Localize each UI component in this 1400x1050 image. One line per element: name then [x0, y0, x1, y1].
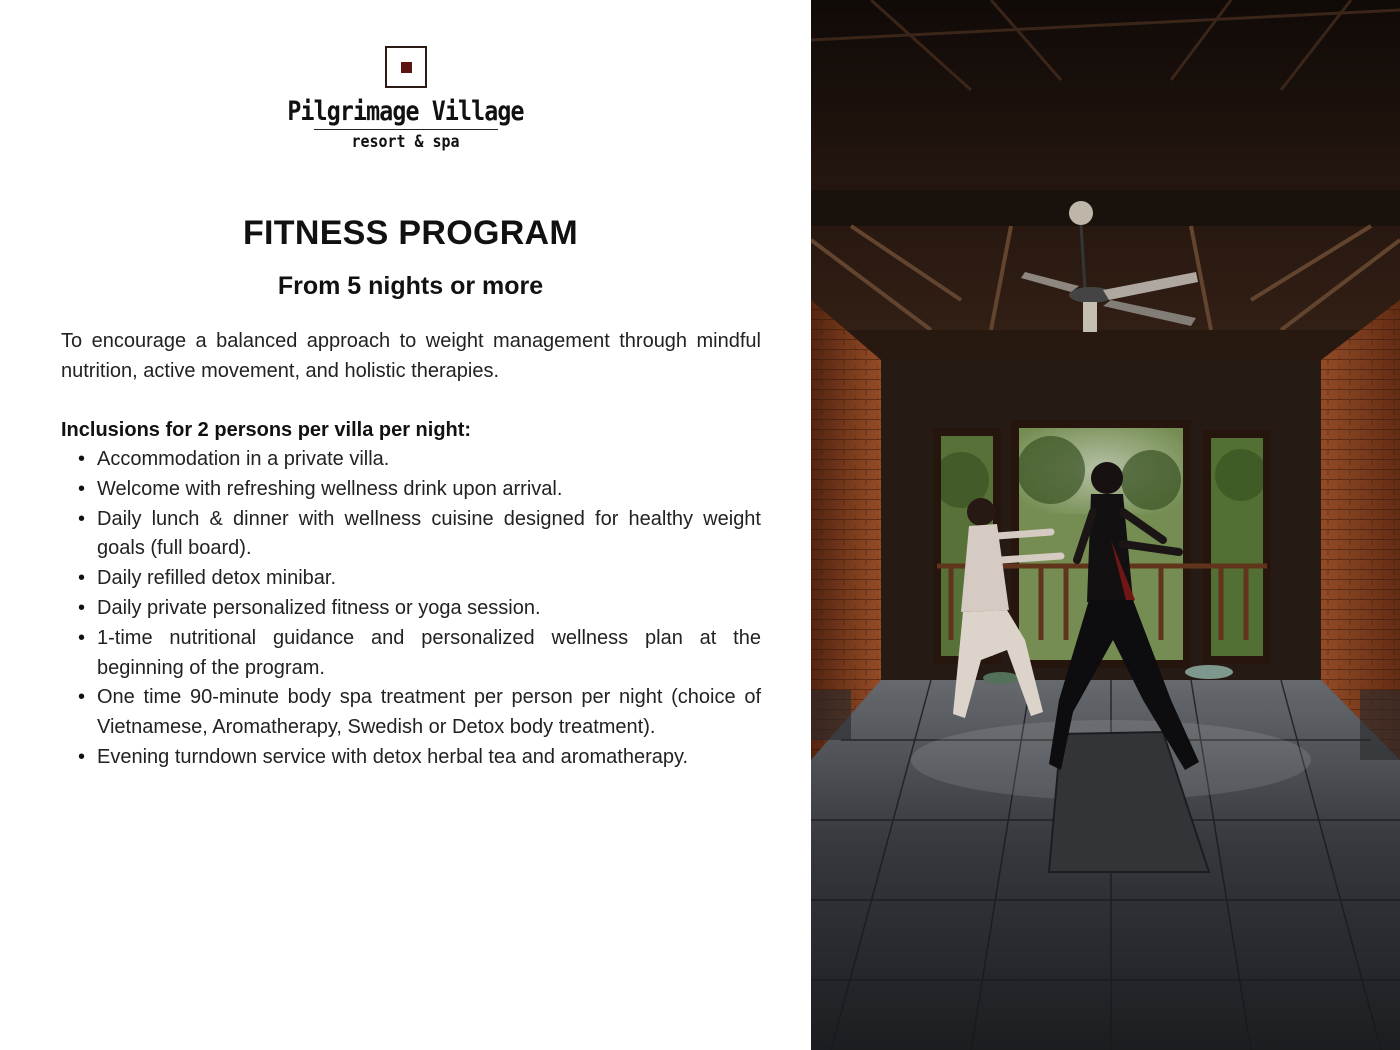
logo-square-icon: [385, 46, 427, 88]
brand-subtitle: resort & spa: [351, 132, 460, 152]
list-item: • Evening turndown service with detox herbal tea and aromatherapy.: [97, 743, 761, 773]
inclusions-heading: Inclusions for 2 persons per villa per night:: [61, 419, 472, 441]
list-item: • Daily refilled detox minibar.: [97, 564, 761, 594]
list-item: • Accommodation in a private villa.: [97, 445, 761, 475]
list-item: • 1-time nutritional guidance and personalized wellness plan at the beginning of the program.: [97, 624, 761, 684]
page-subtitle: From 5 nights or more: [277, 272, 544, 300]
intro-paragraph: To encourage a balanced approach to weight management through mindful nutrition, active movement, and holistic therapies.: [61, 330, 761, 382]
yoga-studio-photo: [811, 0, 1400, 1050]
list-item: • Daily lunch & dinner with wellness cuisine designed for healthy weight goals (full board).: [97, 505, 761, 565]
page-title: FITNESS PROGRAM: [242, 214, 579, 252]
brand-name: Pilgrimage Village: [287, 96, 524, 127]
list-item: • Daily private personalized fitness or yoga session.: [97, 594, 761, 624]
photo-panel: [811, 0, 1400, 1050]
inclusions-list: [61, 445, 761, 773]
list-item: • One time 90-minute body spa treatment per person per night (choice of Vietnamese, Aromatherapy, Swedish or Detox body treatment).: [97, 683, 761, 743]
list-item: • Welcome with refreshing wellness drink upon arrival.: [97, 475, 761, 505]
brand-logo: [0, 46, 811, 152]
brand-divider: [314, 129, 498, 130]
